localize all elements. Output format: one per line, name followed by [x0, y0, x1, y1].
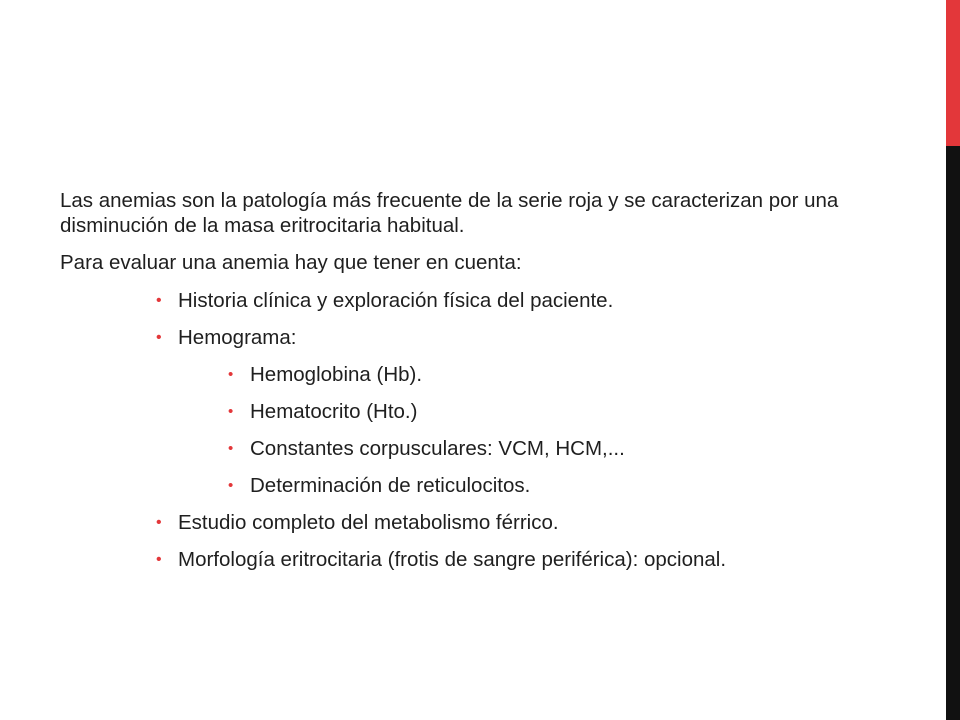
sub-list-item	[228, 436, 900, 461]
list-item	[156, 288, 900, 313]
sub-bullet-list	[178, 362, 900, 498]
sub-list-item	[228, 362, 900, 387]
side-decoration-bar	[946, 0, 960, 720]
list-item	[156, 510, 900, 535]
list-item	[156, 547, 900, 572]
bullet-icon: •	[228, 403, 234, 420]
slide-content	[60, 188, 900, 572]
list-item-text: Hemograma:	[178, 326, 297, 349]
main-bullet-list	[60, 288, 900, 572]
lead-paragraph: Para evaluar una anemia hay que tener en cuenta:	[60, 251, 522, 274]
sub-list-item-text: Constantes corpusculares: VCM, HCM,...	[250, 437, 625, 460]
bullet-icon: •	[156, 551, 162, 568]
bullet-icon: •	[228, 366, 234, 383]
intro-paragraph: Las anemias son la patología más frecuente de la serie roja y se caracterizan por una disminución de la masa eritrocitaria habitual.	[60, 189, 839, 237]
bullet-icon: •	[156, 292, 162, 309]
side-decoration-accent	[946, 0, 960, 146]
bullet-icon: •	[156, 514, 162, 531]
sub-list-item-text: Hematocrito (Hto.)	[250, 400, 418, 423]
list-item-text: Historia clínica y exploración física del paciente.	[178, 289, 614, 312]
sub-list-item	[228, 399, 900, 424]
sub-list-item-text: Hemoglobina (Hb).	[250, 363, 423, 386]
sub-list-item-text: Determinación de reticulocitos.	[250, 474, 531, 497]
list-item-text: Morfología eritrocitaria (frotis de sangre periférica): opcional.	[178, 548, 727, 571]
list-item-text: Estudio completo del metabolismo férrico.	[178, 511, 559, 534]
bullet-icon: •	[228, 440, 234, 457]
bullet-icon: •	[156, 329, 162, 346]
list-item	[156, 325, 900, 498]
bullet-icon: •	[228, 477, 234, 494]
sub-list-item	[228, 473, 900, 498]
